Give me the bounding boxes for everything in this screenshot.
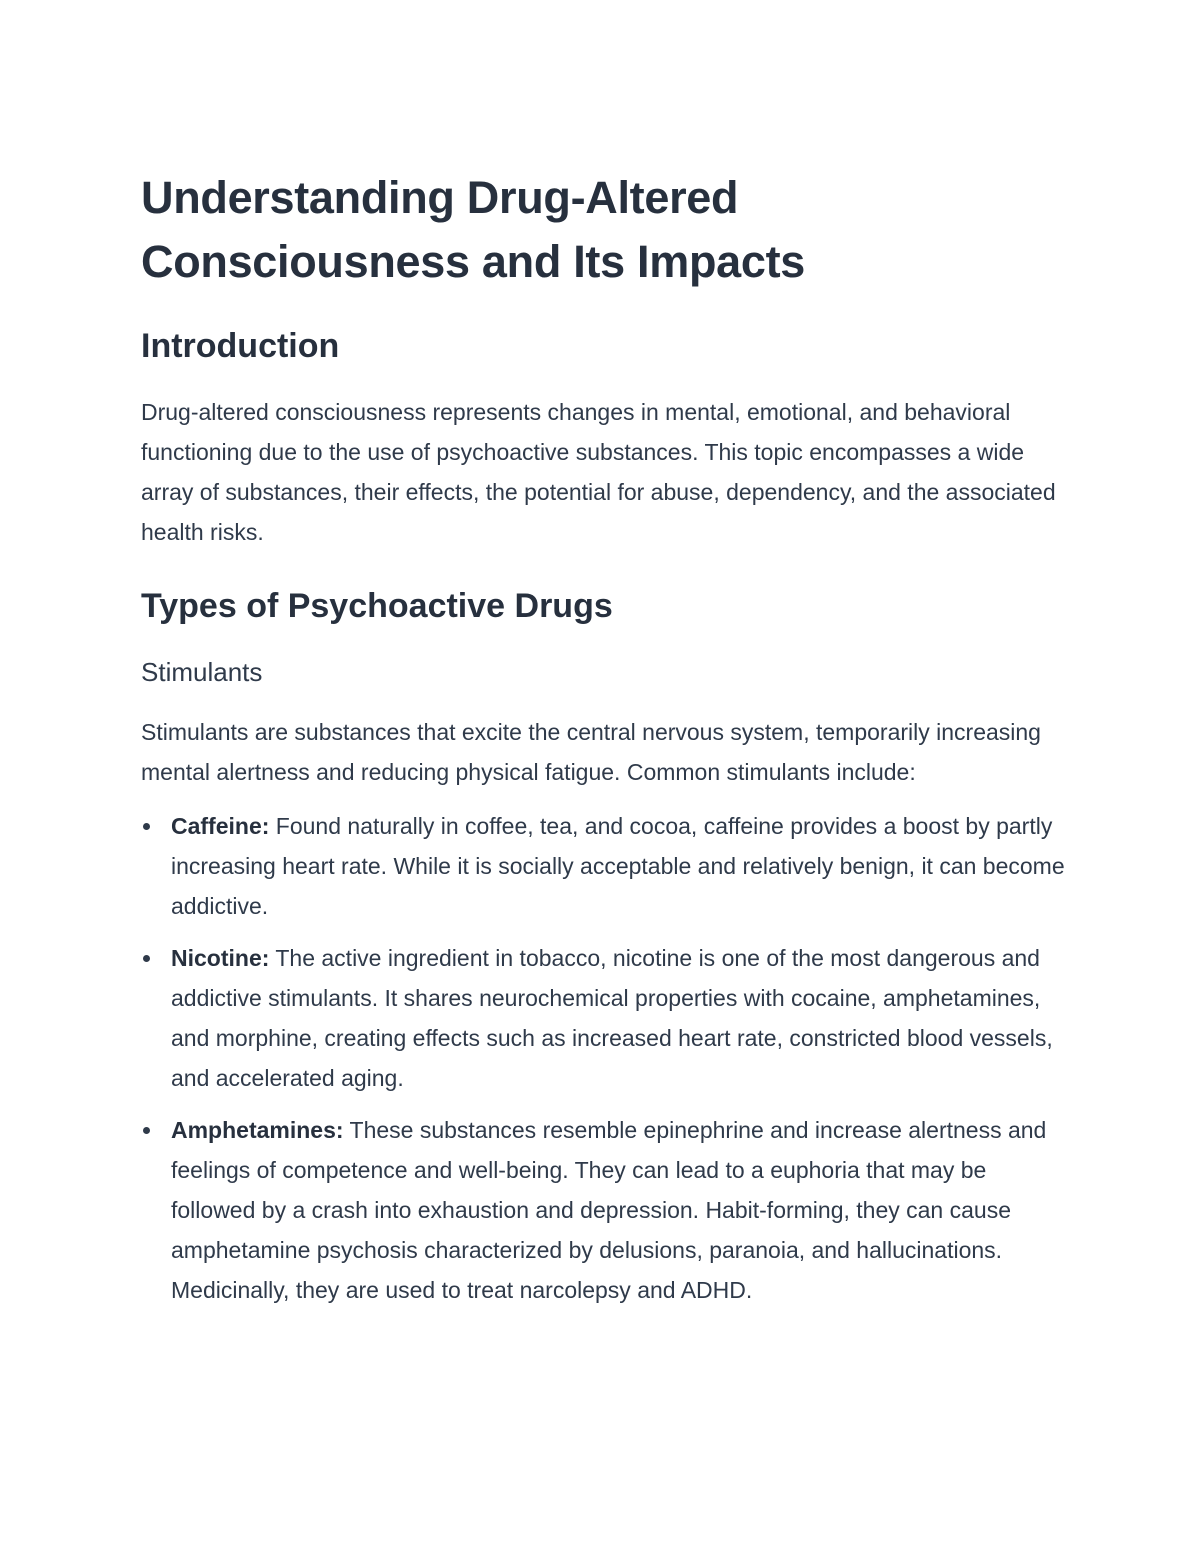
bullet-icon [143, 823, 150, 830]
list-item-description: These substances resemble epinephrine and increase alertness and feelings of competence and well-being. They can lead to a euphoria that may be followed by a crash into exhaustion and depression. Habit-forming, they can cause amphetamine psychosis characterized by delusions, paranoia, and hallucinations. Medicinally, they are used to treat narcolepsy and ADHD. [171, 1117, 1047, 1303]
types-heading: Types of Psychoactive Drugs [141, 587, 613, 625]
list-item-description: Found naturally in coffee, tea, and cocoa, caffeine provides a boost by partly increasing heart rate. While it is socially acceptable and relatively benign, it can become addictive. [171, 813, 1065, 919]
stimulants-paragraph: Stimulants are substances that excite the central nervous system, temporarily increasing mental alertness and reducing physical fatigue. Common stimulants include: [141, 719, 1041, 785]
list-item-nicotine [141, 938, 1066, 1098]
introduction-heading: Introduction [141, 327, 340, 365]
document-title: Understanding Drug-Altered Consciousness and Its Impacts [141, 172, 805, 287]
list-item-term: Nicotine: [171, 945, 270, 971]
list-item-term: Caffeine: [171, 813, 270, 839]
bullet-icon [143, 955, 150, 962]
bullet-icon [143, 1127, 150, 1134]
list-item-caffeine [141, 806, 1066, 926]
stimulants-list [141, 806, 1066, 1310]
list-item-amphetamines [141, 1110, 1066, 1310]
list-item-description: The active ingredient in tobacco, nicotine is one of the most dangerous and addictive stimulants. It shares neurochemical properties with cocaine, amphetamines, and morphine, creating effects such as increased heart rate, constricted blood vessels, and accelerated aging. [171, 945, 1053, 1091]
document-page [141, 166, 1066, 1322]
list-item-term: Amphetamines: [171, 1117, 344, 1143]
introduction-paragraph: Drug-altered consciousness represents changes in mental, emotional, and behavioral functioning due to the use of psychoactive substances. This topic encompasses a wide array of substances, their effects, the potential for abuse, dependency, and the associated health risks. [141, 399, 1056, 545]
stimulants-heading: Stimulants [141, 657, 263, 687]
